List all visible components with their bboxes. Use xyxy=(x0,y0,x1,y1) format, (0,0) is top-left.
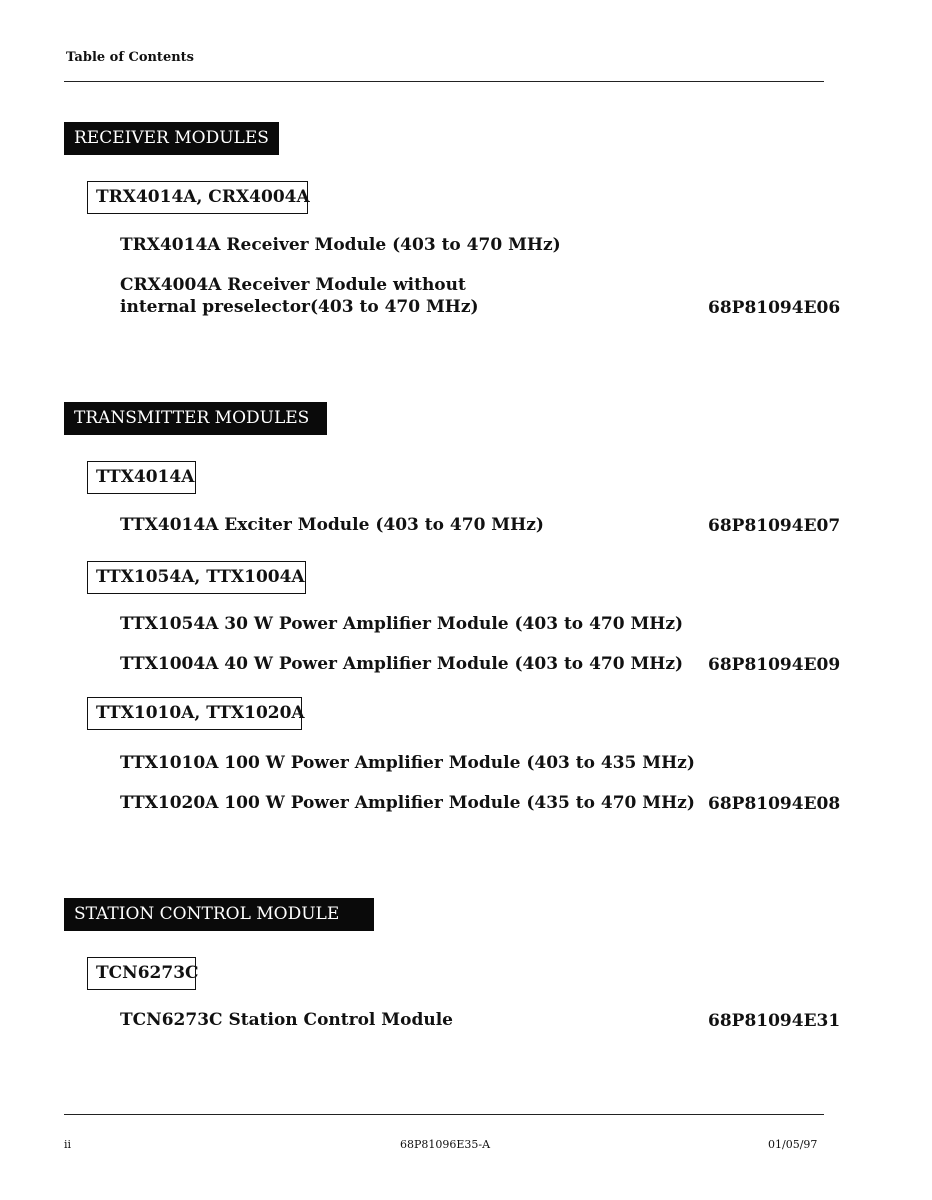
doc-number-exciter: 68P81094E07 xyxy=(708,516,841,536)
toc-entry-crx4004a-line1: CRX4004A Receiver Module without xyxy=(120,275,466,295)
doc-number-pa-100w: 68P81094E08 xyxy=(708,794,841,814)
model-box-ttx4014a: TTX4014A xyxy=(87,461,196,494)
toc-entry-trx4014a: TRX4014A Receiver Module (403 to 470 MHz) xyxy=(120,235,561,255)
doc-number-station-control: 68P81094E31 xyxy=(708,1011,841,1031)
page-header-title: Table of Contents xyxy=(66,50,194,65)
model-box-tcn6273c: TCN6273C xyxy=(87,957,196,990)
model-box-ttx1054a-ttx1004a: TTX1054A, TTX1004A xyxy=(87,561,306,594)
header-rule xyxy=(64,81,824,82)
toc-entry-ttx4014a: TTX4014A Exciter Module (403 to 470 MHz) xyxy=(120,515,544,535)
doc-number-receiver: 68P81094E06 xyxy=(708,298,841,318)
section-heading-transmitter: TRANSMITTER MODULES xyxy=(64,402,327,435)
model-box-trx4014a-crx4004a: TRX4014A, CRX4004A xyxy=(87,181,308,214)
toc-entry-ttx1054a: TTX1054A 30 W Power Amplifier Module (403 to 470 MHz) xyxy=(120,614,684,634)
toc-entry-ttx1020a: TTX1020A 100 W Power Amplifier Module (435 to 470 MHz) xyxy=(120,793,695,813)
toc-entry-ttx1010a: TTX1010A 100 W Power Amplifier Module (403 to 435 MHz) xyxy=(120,753,695,773)
section-heading-receiver: RECEIVER MODULES xyxy=(64,122,279,155)
footer-doc-number: 68P81096E35-A xyxy=(400,1138,491,1151)
doc-number-pa-30-40w: 68P81094E09 xyxy=(708,655,841,675)
toc-entry-crx4004a-line2: internal preselector(403 to 470 MHz) xyxy=(120,297,479,317)
model-box-ttx1010a-ttx1020a: TTX1010A, TTX1020A xyxy=(87,697,302,730)
section-heading-station-control: STATION CONTROL MODULE xyxy=(64,898,374,931)
footer-page-number: ii xyxy=(64,1138,72,1151)
footer-rule xyxy=(64,1114,824,1115)
toc-entry-tcn6273c: TCN6273C Station Control Module xyxy=(120,1010,453,1030)
footer-date: 01/05/97 xyxy=(768,1138,818,1151)
toc-entry-ttx1004a: TTX1004A 40 W Power Amplifier Module (403 to 470 MHz) xyxy=(120,654,684,674)
